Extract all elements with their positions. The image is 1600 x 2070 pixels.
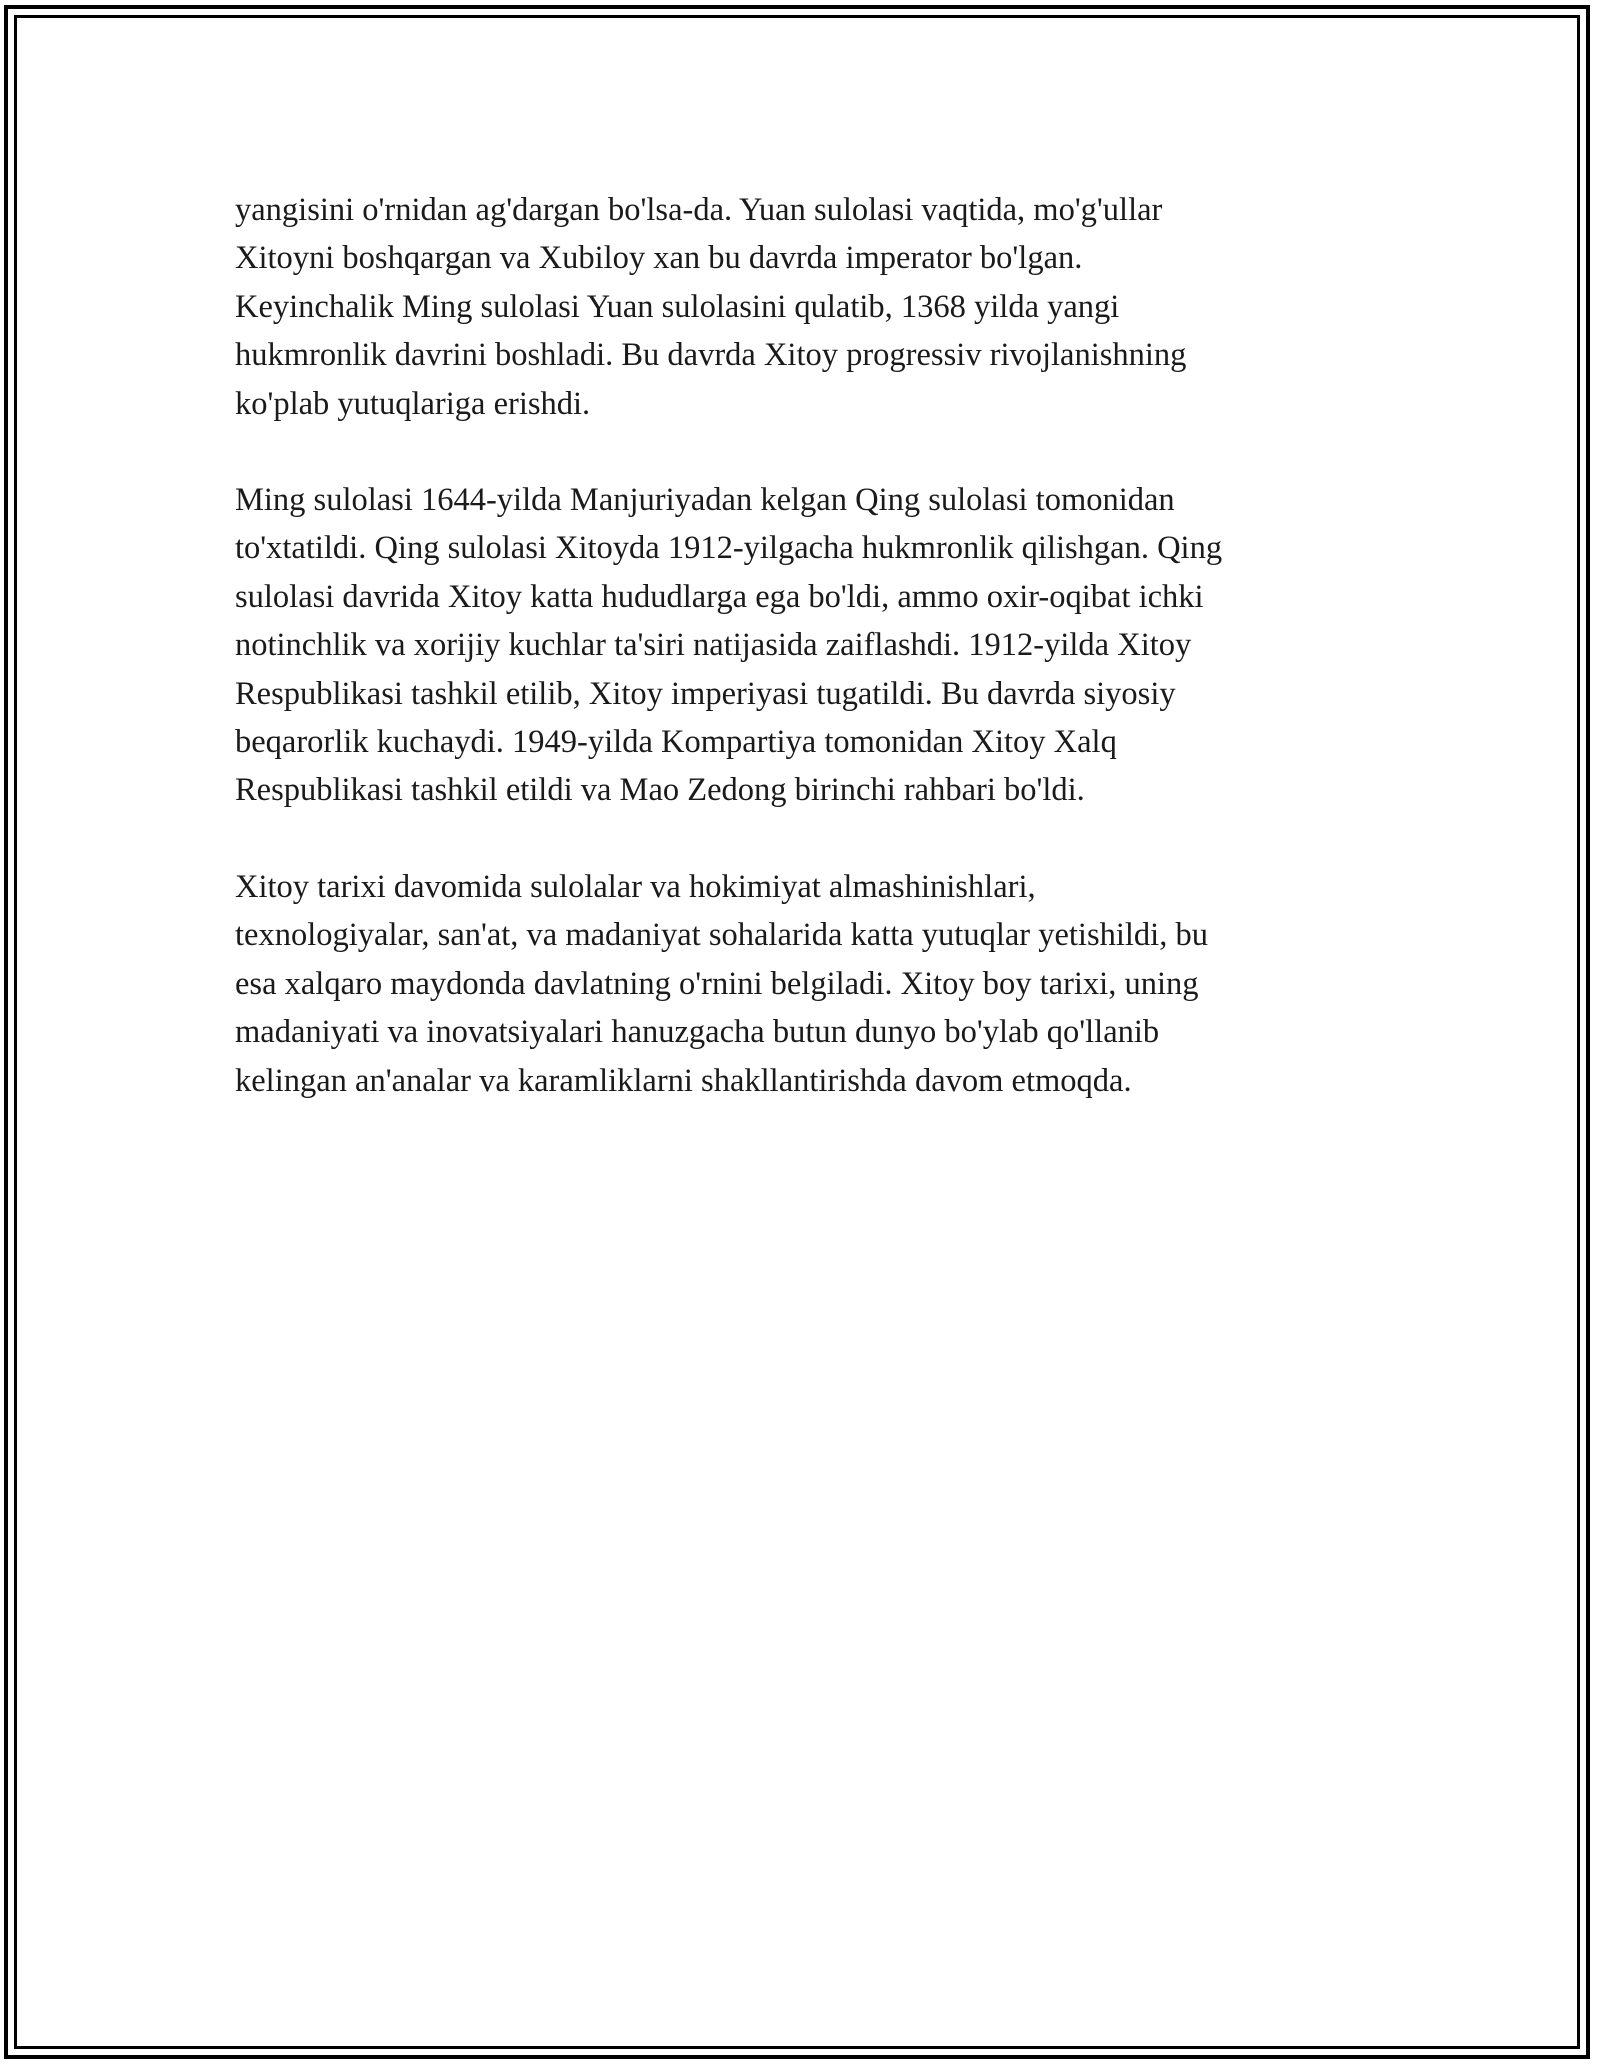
text-line: notinchlik va xorijiy kuchlar ta'siri natijasida zaiflashdi. 1912-yilda Xitoy [235, 627, 1192, 664]
text-line: sulolasi davrida Xitoy katta hududlarga ega bo'ldi, ammo oxir-oqibat ichki [235, 578, 1204, 615]
text-line: Xitoy tarixi davomida sulolalar va hokimiyat almashinishlari, [235, 868, 1036, 905]
text-line: to'xtatildi. Qing sulolasi Xitoyda 1912-yilgacha hukmronlik qilishgan. Qing [235, 530, 1223, 567]
document-body [235, 186, 1365, 1153]
text-line: ko'plab yutuqlariga erishdi. [235, 385, 591, 422]
text-line: hukmronlik davrini boshladi. Bu davrda Xitoy progressiv rivojlanishning [235, 337, 1187, 374]
text-line: yangisini o'rnidan ag'dargan bo'lsa-da. Yuan sulolasi vaqtida, mo'g'ullar [235, 192, 1163, 228]
text-line: Keyinchalik Ming sulolasi Yuan sulolasini qulatib, 1368 yilda yangi [235, 288, 1120, 325]
text-line: madaniyati va inovatsiyalari hanuzgacha butun dunyo bo'ylab qo'llanib [235, 1014, 1160, 1051]
paragraph-1 [235, 186, 1365, 428]
text-line: Ming sulolasi 1644-yilda Manjuriyadan kelgan Qing sulolasi tomonidan [235, 482, 1175, 519]
paragraph-3 [235, 863, 1365, 1105]
text-line: kelingan an'analar va karamliklarni shakllantirishda davom etmoqda. [235, 1062, 1132, 1099]
text-line: Xitoyni boshqargan va Xubiloy xan bu davrda imperator bo'lgan. [235, 240, 1083, 277]
text-line: Respublikasi tashkil etilib, Xitoy imperiyasi tugatildi. Bu davrda siyosiy [235, 675, 1176, 712]
text-line: texnologiyalar, san'at, va madaniyat sohalarida katta yutuqlar yetishildi, bu [235, 917, 1208, 954]
paragraph-2 [235, 476, 1365, 815]
text-line: esa xalqaro maydonda davlatning o'rnini belgiladi. Xitoy boy tarixi, uning [235, 965, 1199, 1002]
text-line: Respublikasi tashkil etildi va Mao Zedong birinchi rahbari bo'ldi. [235, 772, 1085, 809]
text-line: beqarorlik kuchaydi. 1949-yilda Kompartiya tomonidan Xitoy Xalq [235, 724, 1117, 761]
